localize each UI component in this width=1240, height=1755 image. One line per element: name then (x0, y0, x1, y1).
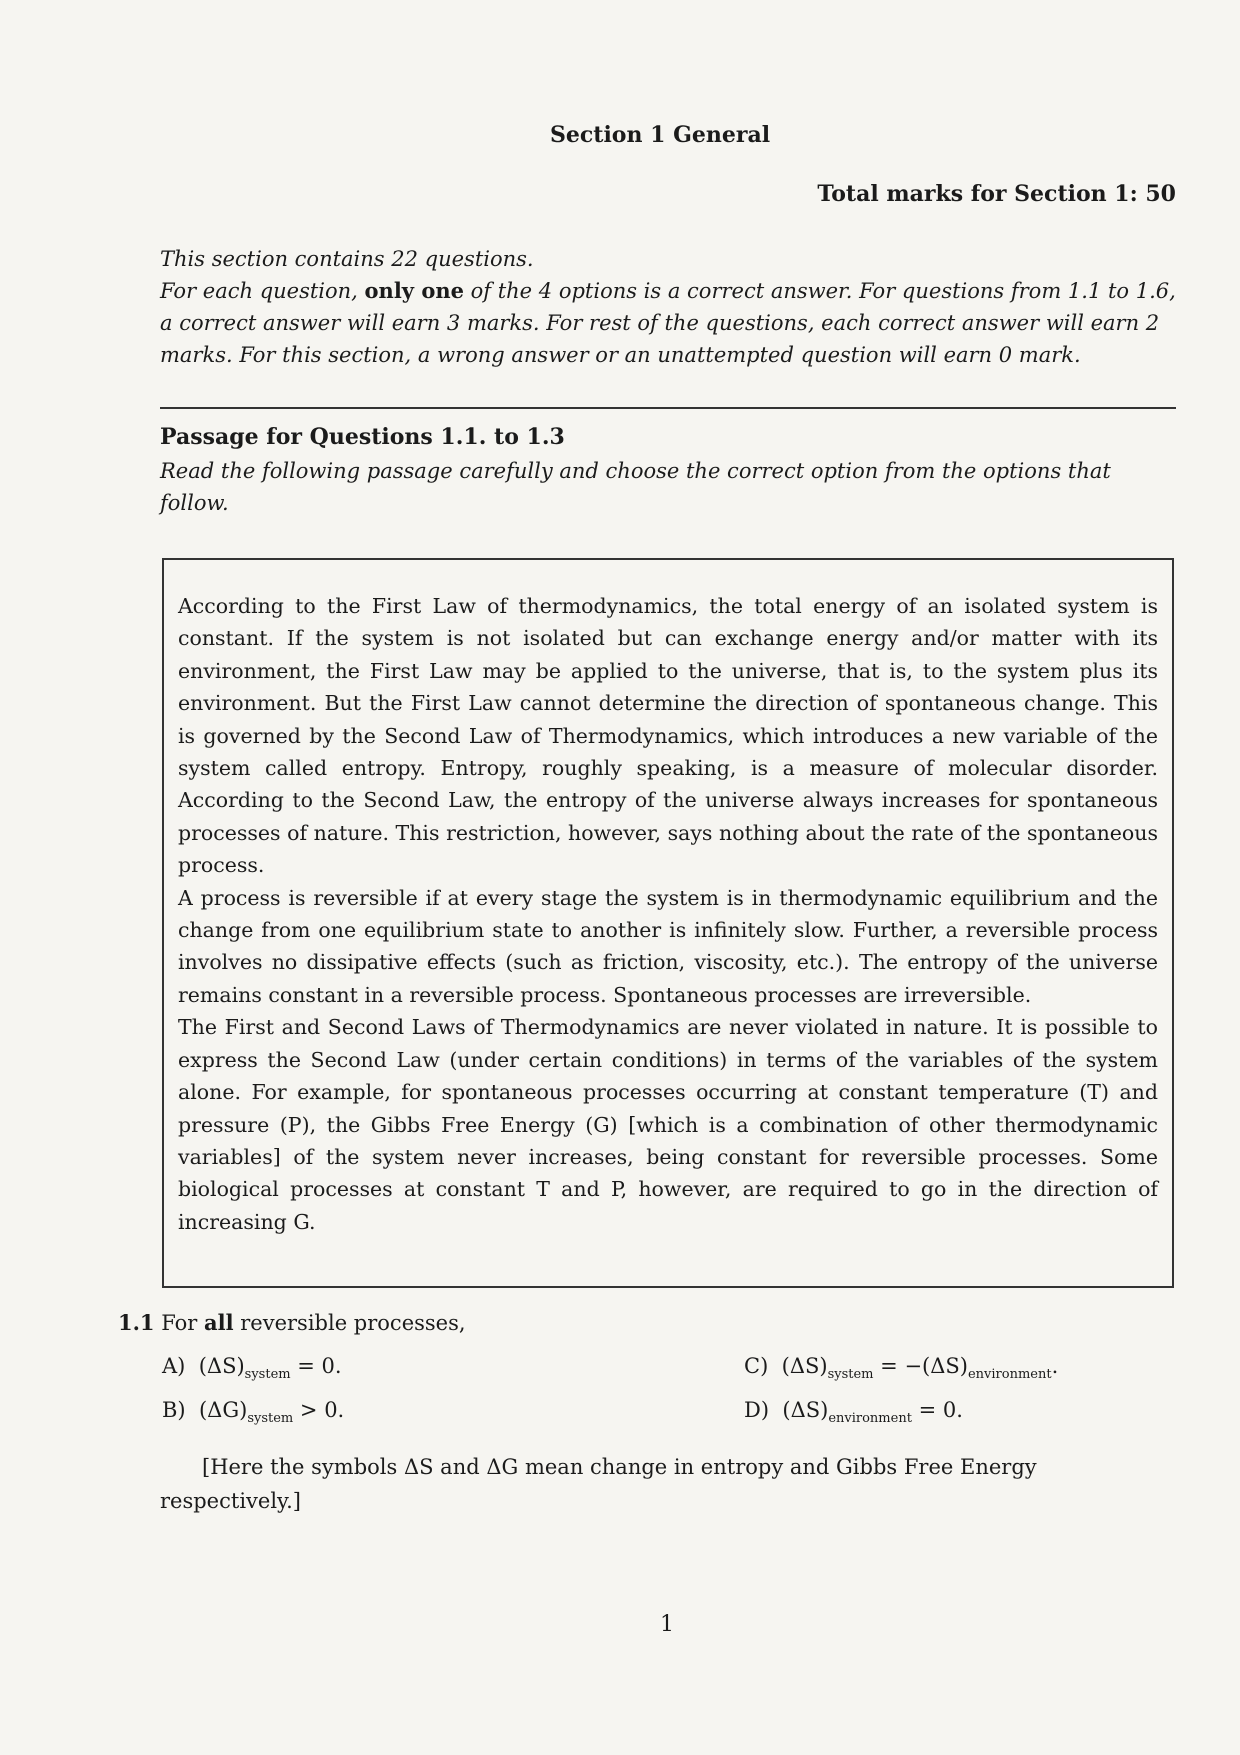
option-b-rest: > 0. (293, 1398, 345, 1422)
option-d-label: D) (744, 1398, 770, 1422)
option-c-subscript: system (827, 1367, 874, 1383)
question-stem-emphasis: all (204, 1310, 234, 1335)
section-title: Section 1 General (550, 122, 771, 148)
total-marks: Total marks for Section 1: 50 (817, 181, 1176, 207)
instructions-text-pre: For each question, (160, 279, 365, 303)
option-a-rest: = 0. (290, 1354, 342, 1378)
option-d-symbol: (ΔS) (782, 1398, 829, 1422)
option-c-subscript-2: environment (967, 1367, 1052, 1383)
passage-heading: Passage for Questions 1.1. to 1.3 (160, 424, 565, 450)
option-c[interactable] (744, 1354, 1058, 1382)
option-b-subscript: system (247, 1411, 294, 1427)
question-1-1-stem (118, 1310, 1178, 1335)
option-d-rest: = 0. (911, 1398, 963, 1422)
question-stem-post: reversible processes, (233, 1311, 466, 1335)
option-b-symbol: (ΔG) (198, 1398, 248, 1422)
symbol-note: [Here the symbols ΔS and ΔG mean change in entropy and Gibbs Free Energy respectively.] (160, 1455, 1037, 1513)
option-c-rest-2: . (1051, 1354, 1059, 1378)
question-stem-pre: For (154, 1311, 205, 1335)
question-number: 1.1 (118, 1310, 155, 1335)
option-a-subscript: system (244, 1367, 291, 1383)
option-c-label: C) (744, 1354, 769, 1378)
passage-instruction: Read the following passage carefully and choose the correct option from the options that follow. (160, 459, 1111, 515)
option-b-label: B) (162, 1398, 186, 1422)
option-c-rest: = −(ΔS) (873, 1354, 968, 1378)
instructions-line-1: This section contains 22 questions. (160, 247, 534, 271)
passage-paragraph-2: A process is reversible if at every stage the system is in thermodynamic equilibrium and the change from one equilibrium state to another is infinitely slow. Further, a reversible process involves no dissipative effects (such as friction, viscosity, etc.). The entropy of the universe remains constant in a reversible process. Spontaneous processes are irreversible. (178, 885, 1158, 1007)
instructions-text-post: of the 4 options is a correct answer. For questions from 1.1 to 1.6, a correct answer will earn 3 marks. For rest of the questions, each correct answer will earn 2 marks. For this section, a wrong answer or an unattempted question will earn 0 mark. (160, 279, 1176, 367)
option-d[interactable] (744, 1398, 963, 1426)
option-b[interactable] (162, 1398, 344, 1426)
passage-paragraph-3: The First and Second Laws of Thermodynamics are never violated in nature. It is possible to express the Second Law (under certain conditions) in terms of the variables of the system alone. For example, for spontaneous processes occurring at constant temperature (T) and pressure (P), the Gibbs Free Energy (G) [which is a combination of other thermodynamic variables] of the system never increases, being constant for reversible processes. Some biological processes at constant T and P, however, are required to go in the direction of increasing G. (178, 1015, 1158, 1234)
option-a-label: A) (162, 1354, 186, 1378)
divider (160, 407, 1176, 409)
page-number: 1 (660, 1612, 674, 1637)
option-a-symbol: (ΔS) (198, 1354, 245, 1378)
passage-box (162, 558, 1174, 1288)
section-instructions (160, 243, 1176, 371)
option-a[interactable] (162, 1354, 342, 1382)
instructions-line-2 (160, 275, 1176, 371)
instructions-emphasis: only one (364, 278, 464, 303)
option-d-subscript: environment (828, 1411, 912, 1427)
option-c-symbol: (ΔS) (781, 1354, 828, 1378)
passage-paragraph-1: According to the First Law of thermodynamics, the total energy of an isolated system is constant. If the system is not isolated but can exchange energy and/or matter with its environment, the First Law may be applied to the universe, that is, to the system plus its environment. But the First Law cannot determine the direction of spontaneous change. This is governed by the Second Law of Thermodynamics, which introduces a new variable of the system called entropy. Entropy, roughly speaking, is a measure of molecular disorder. According to the Second Law, the entropy of the universe always increases for spontaneous processes of nature. This restriction, however, says nothing about the rate of the spontaneous process. (178, 594, 1158, 878)
